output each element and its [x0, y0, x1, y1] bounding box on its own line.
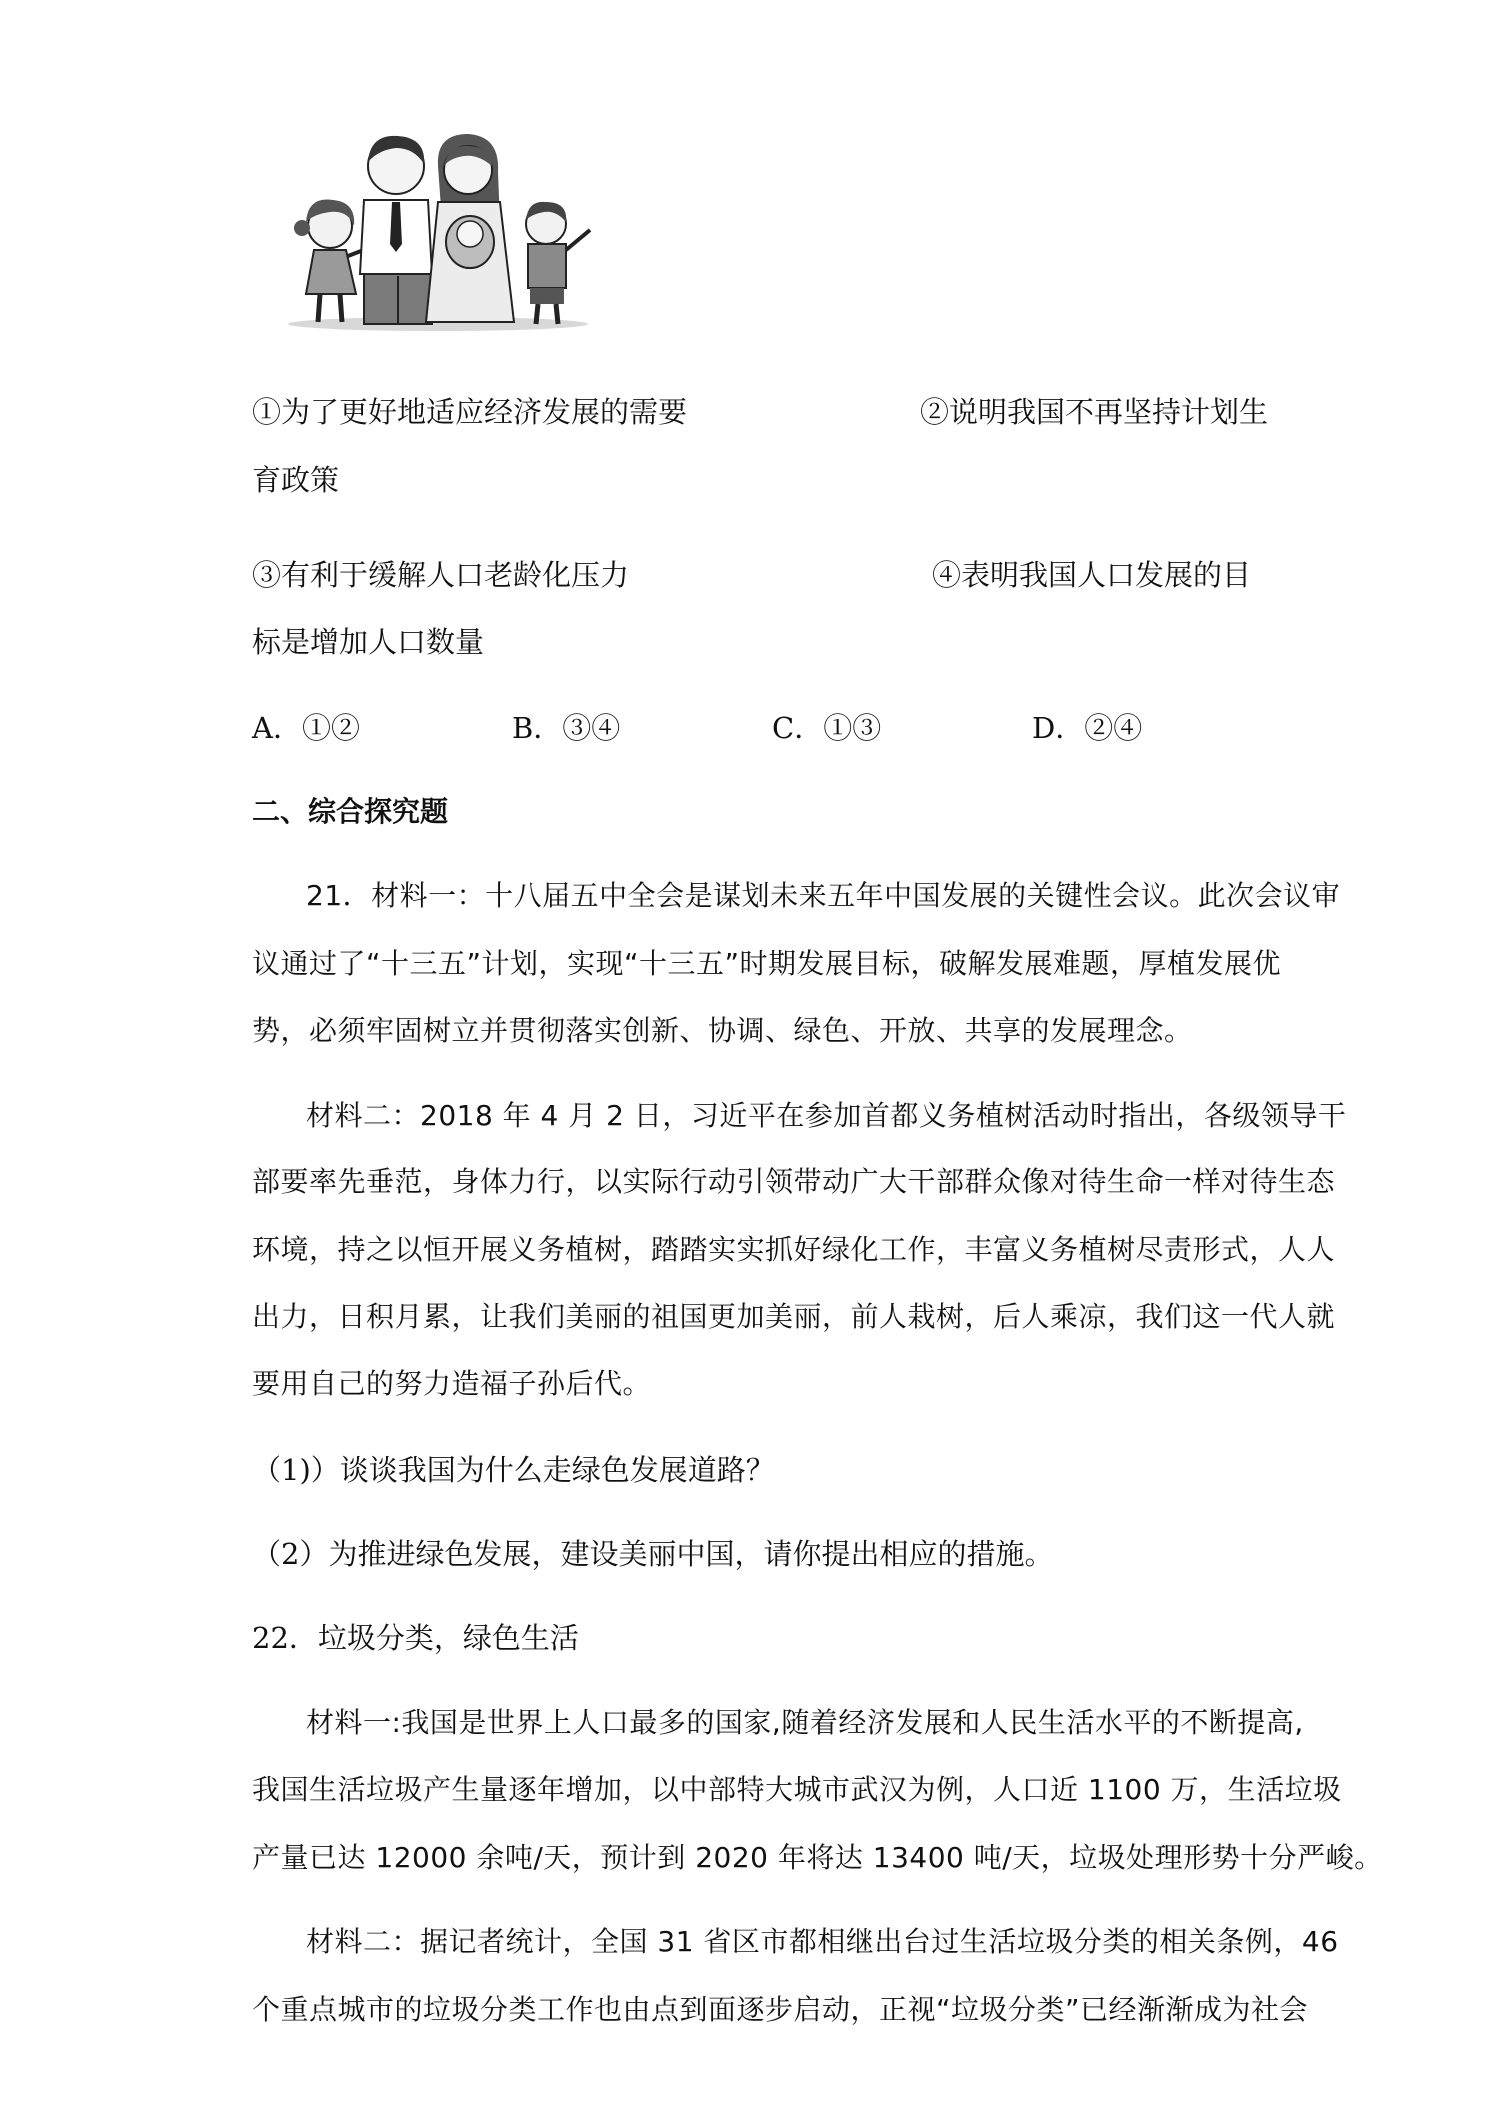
- section-heading: 二、综合探究题: [252, 795, 449, 828]
- q21-material2-line: 部要率先垂范，身体力行，以实际行动引领带动广大干部群众像对待生命一样对待生态: [252, 1165, 1336, 1198]
- statement-1: ①为了更好地适应经济发展的需要: [252, 395, 688, 429]
- q22-material1-line: 我国生活垃圾产生量逐年增加，以中部特大城市武汉为例，人口近 1100 万，生活垃圾: [252, 1773, 1342, 1806]
- family-illustration: [278, 126, 602, 332]
- mother-figure: [426, 134, 514, 322]
- q21-material2-line: 出力，日积月累，让我们美丽的祖国更加美丽，前人栽树，后人乘凉，我们这一代人就: [252, 1300, 1336, 1333]
- statement-2-continued: 育政策: [252, 463, 340, 497]
- father-figure: [360, 136, 432, 324]
- q21-material2-line: 要用自己的努力造福子孙后代。: [252, 1367, 652, 1400]
- statement-4-continued: 标是增加人口数量: [252, 625, 485, 659]
- statement-2: ②说明我国不再坚持计划生: [920, 395, 1269, 429]
- choice-b[interactable]: B．③④: [512, 711, 621, 745]
- q21-subquestion-1: （1)）谈谈我国为什么走绿色发展道路？: [252, 1453, 775, 1487]
- q22-title: 22．垃圾分类，绿色生活: [252, 1621, 579, 1655]
- statement-3: ③有利于缓解人口老龄化压力: [252, 558, 630, 592]
- q22-material1-line: 材料一:我国是世界上人口最多的国家,随着经济发展和人民生活水平的不断提高,: [306, 1706, 1304, 1739]
- q21-material1-line: 议通过了“十三五”计划，实现“十三五”时期发展目标，破解发展难题，厚植发展优: [252, 947, 1282, 980]
- q21-subquestion-2: （2）为推进绿色发展，建设美丽中国，请你提出相应的措施。: [252, 1537, 1054, 1571]
- q21-material2-line: 材料二：2018 年 4 月 2 日，习近平在参加首都义务植树活动时指出，各级领导干: [306, 1099, 1347, 1132]
- statement-4: ④表明我国人口发展的目: [932, 558, 1252, 592]
- boy-figure: [526, 202, 590, 324]
- q21-material2-line: 环境，持之以恒开展义务植树，踏踏实实抓好绿化工作，丰富义务植树尽责形式，人人: [252, 1233, 1336, 1266]
- choice-a[interactable]: A．①②: [252, 711, 360, 745]
- choice-d[interactable]: D．②④: [1032, 711, 1143, 745]
- q22-material1-line: 产量已达 12000 余吨/天，预计到 2020 年将达 13400 吨/天，垃圾处理形势十分严峻。: [252, 1841, 1383, 1874]
- q22-material2-line: 材料二：据记者统计，全国 31 省区市都相继出台过生活垃圾分类的相关条例，46: [306, 1925, 1339, 1958]
- choice-c[interactable]: C．①③: [772, 711, 882, 745]
- q21-material1-line: 势，必须牢固树立并贯彻落实创新、协调、绿色、开放、共享的发展理念。: [252, 1014, 1193, 1047]
- q21-material1-line: 21．材料一：十八届五中全会是谋划未来五年中国发展的关键性会议。此次会议审: [306, 879, 1341, 912]
- q22-material2-line: 个重点城市的垃圾分类工作也由点到面逐步启动，正视“垃圾分类”已经渐渐成为社会: [252, 1993, 1309, 2026]
